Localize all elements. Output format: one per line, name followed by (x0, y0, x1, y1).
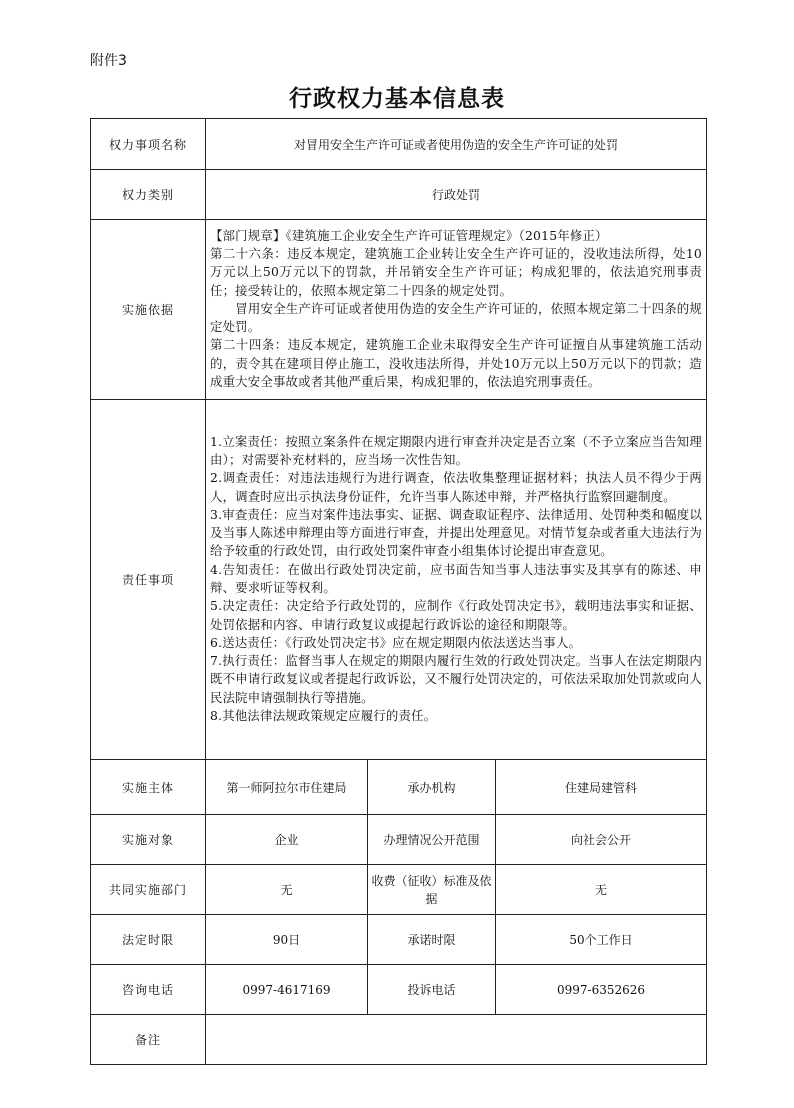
legal-basis-text: 【部门规章】《建筑施工企业安全生产许可证管理规定》（2015年修正） 第二十六条：违反本规定，建筑施工企业转让安全生产许可证的，没收违法所得，处10万元以上50万元以下的罚款，并吊销安全生产许可证；构成犯罪的，依法追究刑事责任；接受转让的，依照本规定第二十四条的规定处罚。 冒用安全生产许可证或者使用伪造的安全生产许可证的，依照本规定第二十四条的规定处罚。 第二十四条：违反本规定，建筑施工企业未取得安全生产许可证擅自从事建筑施工活动的，责令其在建项目停止施工，没收违法所得，并处10万元以上50万元以下的罚款；造成重大安全事故或者其他严重后果，构成犯罪的，依法追究刑事责任。 (206, 220, 707, 400)
legal-time-limit-value: 90日 (206, 915, 368, 965)
subject-label: 实施主体 (91, 760, 206, 815)
fee-standard-value: 无 (496, 865, 707, 915)
promised-time-limit-label: 承诺时限 (368, 915, 496, 965)
row-remark (91, 1015, 707, 1065)
disclosure-scope-label: 办理情况公开范围 (368, 815, 496, 865)
row-power-name (91, 119, 707, 170)
promised-time-limit-value: 50个工作日 (496, 915, 707, 965)
power-name-label: 权力事项名称 (91, 119, 206, 170)
power-category-value: 行政处罚 (206, 170, 707, 220)
inquiry-phone-value: 0997-4617169 (206, 965, 368, 1015)
joint-dept-value: 无 (206, 865, 368, 915)
row-power-category (91, 170, 707, 220)
row-phone (91, 965, 707, 1015)
target-label: 实施对象 (91, 815, 206, 865)
handling-agency-label: 承办机构 (368, 760, 496, 815)
row-subject (91, 760, 707, 815)
row-joint-dept (91, 865, 707, 915)
complaint-phone-label: 投诉电话 (368, 965, 496, 1015)
subject-value: 第一师阿拉尔市住建局 (206, 760, 368, 815)
legal-time-limit-label: 法定时限 (91, 915, 206, 965)
legal-basis-label: 实施依据 (91, 220, 206, 400)
row-time-limit (91, 915, 707, 965)
info-table (90, 118, 707, 1065)
inquiry-phone-label: 咨询电话 (91, 965, 206, 1015)
disclosure-scope-value: 向社会公开 (496, 815, 707, 865)
fee-standard-label: 收费（征收）标准及依据 (368, 865, 496, 915)
page-title: 行政权力基本信息表 (289, 85, 505, 112)
responsibilities-text: 1.立案责任：按照立案条件在规定期限内进行审查并决定是否立案（不予立案应当告知理由）；对需要补充材料的，应当场一次性告知。 2.调查责任：对违法违规行为进行调查，依法收集整理证据材料；执法人员不得少于两人，调查时应出示执法身份证件，允许当事人陈述申辩，并严格执行监察回避制度。 3.审查责任：应当对案件违法事实、证据、调查取证程序、法律适用、处罚种类和幅度以及当事人陈述申辩理由等方面进行审查，并提出处理意见。对情节复杂或者重大违法行为给予较重的行政处罚，由行政处罚案件审查小组集体讨论提出审查意见。 4.告知责任：在做出行政处罚决定前，应书面告知当事人违法事实及其享有的陈述、申辩、要求听证等权利。 5.决定责任：决定给予行政处罚的，应制作《行政处罚决定书》，载明违法事实和证据、处罚依据和内容、申请行政复议或提起行政诉讼的途径和期限等。 6.送达责任：《行政处罚决定书》应在规定期限内依法送达当事人。 7.执行责任：监督当事人在规定的期限内履行生效的行政处罚决定。当事人在法定期限内既不申请行政复议或者提起行政诉讼，又不履行处罚决定的，可依法采取加处罚款或向人民法院申请强制执行等措施。 8.其他法律法规政策规定应履行的责任。 (206, 400, 707, 760)
joint-dept-label: 共同实施部门 (91, 865, 206, 915)
handling-agency-value: 住建局建管科 (496, 760, 707, 815)
attachment-label: 附件3 (90, 53, 127, 69)
power-name-value: 对冒用安全生产许可证或者使用伪造的安全生产许可证的处罚 (206, 119, 707, 170)
remark-label: 备注 (91, 1015, 206, 1065)
responsibilities-label: 责任事项 (91, 400, 206, 760)
target-value: 企业 (206, 815, 368, 865)
complaint-phone-value: 0997-6352626 (496, 965, 707, 1015)
remark-value (206, 1015, 707, 1065)
row-responsibilities (91, 400, 707, 760)
row-legal-basis (91, 220, 707, 400)
power-category-label: 权力类别 (91, 170, 206, 220)
row-target (91, 815, 707, 865)
